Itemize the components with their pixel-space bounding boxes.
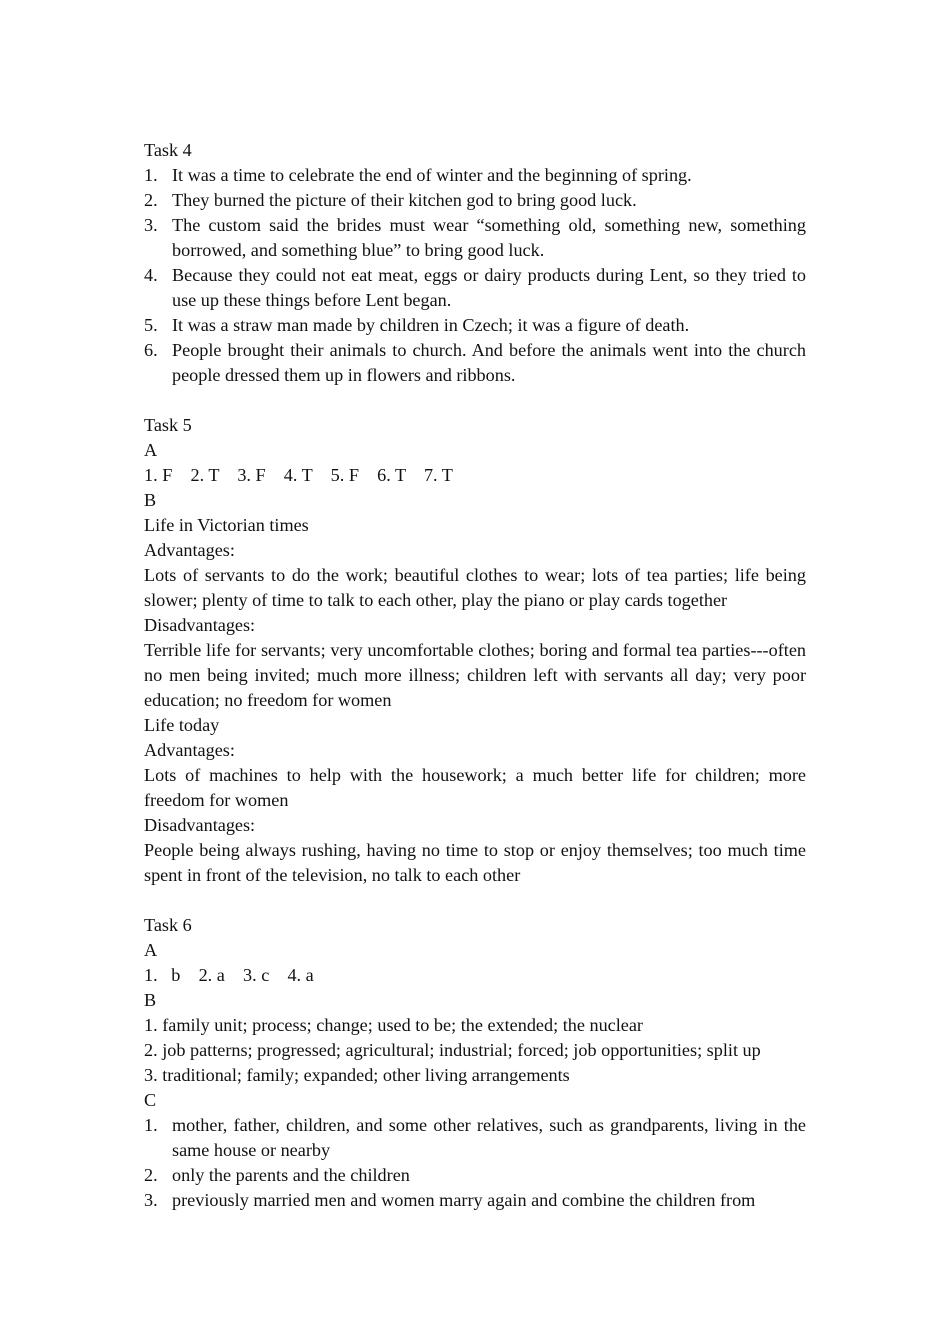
- list-item: [144, 213, 806, 263]
- list-item-text: only the parents and the children: [172, 1165, 410, 1185]
- list-item-text: The custom said the brides must wear “something old, something new, something borrowed, and something blue” to bring good luck.: [172, 215, 806, 260]
- list-item: [144, 188, 806, 213]
- victorian-advantages-text: Lots of servants to do the work; beautiful clothes to wear; lots of tea parties; life being slower; plenty of time to talk to each other, play the piano or play cards together: [144, 565, 806, 610]
- task5-section-a-answers: 1. F 2. T 3. F 4. T 5. F 6. T 7. T: [144, 465, 453, 485]
- victorian-advantages-label: Advantages:: [144, 540, 235, 560]
- task6-b-line: 2. job patterns; progressed; agricultural; industrial; forced; job opportunities; split up: [144, 1040, 761, 1060]
- list-item: [144, 313, 806, 338]
- list-item-number: 3.: [144, 1190, 158, 1210]
- task4-title: Task 4: [144, 140, 192, 160]
- list-item: [144, 1163, 806, 1188]
- list-item: [144, 1188, 806, 1213]
- list-item: [144, 263, 806, 313]
- spacer: [144, 888, 806, 913]
- list-item-number: 6.: [144, 340, 158, 360]
- task6-b-line: 1. family unit; process; change; used to be; the extended; the nuclear: [144, 1015, 643, 1035]
- list-item-number: 5.: [144, 315, 158, 335]
- list-item-number: 1.: [144, 1115, 158, 1135]
- task6-section-c-label: C: [144, 1090, 157, 1110]
- list-item: [144, 338, 806, 388]
- task6-title: Task 6: [144, 915, 192, 935]
- task4-list: [144, 163, 806, 388]
- list-item-text: It was a time to celebrate the end of winter and the beginning of spring.: [172, 165, 692, 185]
- list-item-number: 4.: [144, 265, 158, 285]
- document-body: [144, 138, 806, 1213]
- list-item-number: 2.: [144, 190, 158, 210]
- list-item-number: 1.: [144, 165, 158, 185]
- victorian-disadvantages-label: Disadvantages:: [144, 615, 256, 635]
- list-item-text: Because they could not eat meat, eggs or dairy products during Lent, so they tried to use up these things before Lent began.: [172, 265, 806, 310]
- task6-c-list: [144, 1113, 806, 1213]
- task5-section-a-label: A: [144, 440, 158, 460]
- task6-section-a-label: A: [144, 940, 158, 960]
- task6-section-a-answers: 1. b 2. a 3. c 4. a: [144, 965, 314, 985]
- list-item: [144, 163, 806, 188]
- list-item: [144, 1113, 806, 1163]
- today-advantages-text: Lots of machines to help with the housework; a much better life for children; more freedom for women: [144, 765, 806, 810]
- today-disadvantages-label: Disadvantages:: [144, 815, 256, 835]
- task6-b-line: 3. traditional; family; expanded; other living arrangements: [144, 1065, 570, 1085]
- list-item-number: 2.: [144, 1165, 158, 1185]
- today-disadvantages-text: People being always rushing, having no time to stop or enjoy themselves; too much time spent in front of the television, no talk to each other: [144, 840, 806, 885]
- list-item-text: previously married men and women marry again and combine the children from: [172, 1190, 756, 1210]
- list-item-number: 3.: [144, 215, 158, 235]
- today-advantages-label: Advantages:: [144, 740, 235, 760]
- victorian-heading: Life in Victorian times: [144, 515, 309, 535]
- list-item-text: They burned the picture of their kitchen god to bring good luck.: [172, 190, 637, 210]
- spacer: [144, 388, 806, 413]
- task5-section-b-label: B: [144, 490, 157, 510]
- list-item-text: It was a straw man made by children in Czech; it was a figure of death.: [172, 315, 690, 335]
- today-heading: Life today: [144, 715, 220, 735]
- task5-title: Task 5: [144, 415, 192, 435]
- task6-section-b-label: B: [144, 990, 157, 1010]
- list-item-text: People brought their animals to church. And before the animals went into the church people dressed them up in flowers and ribbons.: [172, 340, 806, 385]
- victorian-disadvantages-text: Terrible life for servants; very uncomfortable clothes; boring and formal tea parties---often no men being invited; much more illness; children left with servants all day; very poor education; no freedom for women: [144, 640, 806, 710]
- list-item-text: mother, father, children, and some other relatives, such as grandparents, living in the same house or nearby: [172, 1115, 806, 1160]
